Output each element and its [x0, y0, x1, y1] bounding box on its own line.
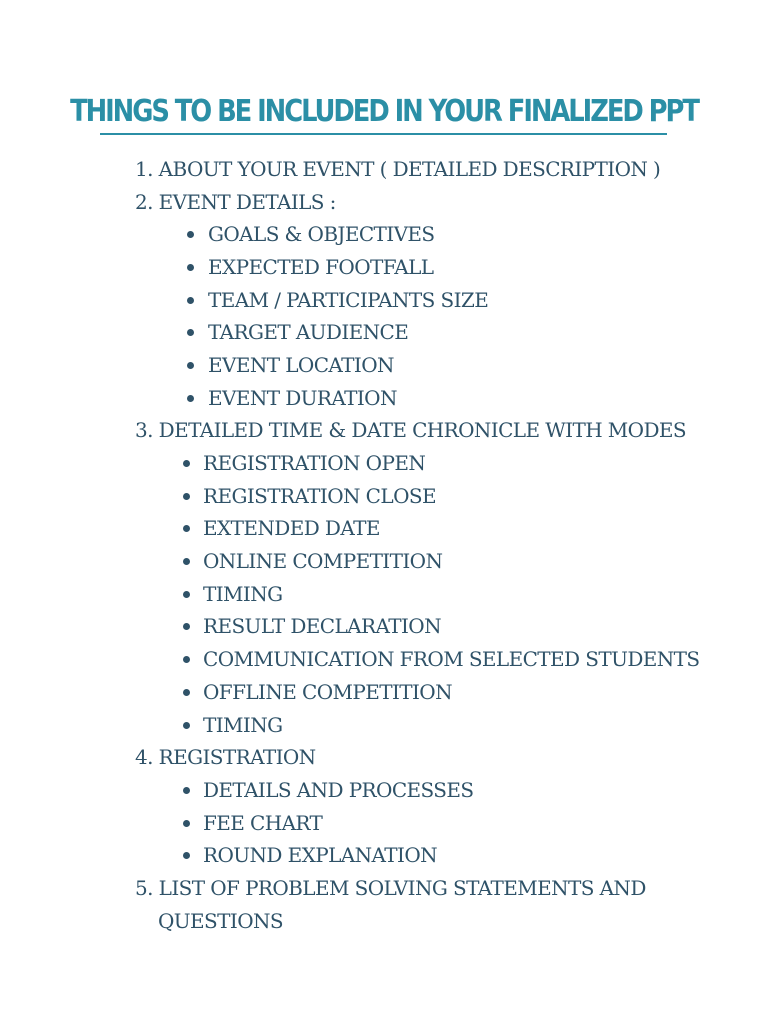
sub-list-item	[0, 512, 768, 545]
sub-list-label: COMMUNICATION FROM SELECTED STUDENTS	[203, 647, 700, 672]
bullet-icon	[183, 656, 190, 663]
list-label-continuation: QUESTIONS	[158, 908, 283, 933]
sub-list-item	[0, 709, 768, 742]
sub-list-item	[0, 578, 768, 611]
list-item-1-text	[135, 154, 660, 186]
sub-list-label: TIMING	[203, 581, 283, 606]
list-number: 3.	[135, 418, 153, 443]
list-label: ABOUT YOUR EVENT ( DETAILED DESCRIPTION )	[158, 157, 661, 181]
sub-list-item	[0, 807, 768, 840]
bullet-icon	[183, 623, 190, 630]
page-title-text: THINGS TO BE INCLUDED IN YOUR FINALIZED PPT	[70, 94, 698, 129]
list-item-3	[0, 414, 768, 447]
page-title	[54, 92, 714, 132]
sub-list-label: GOALS & OBJECTIVES	[208, 222, 435, 247]
sub-list-item	[0, 839, 768, 872]
bullet-icon	[183, 525, 190, 532]
sub-list-item	[0, 610, 768, 643]
sub-list-item	[0, 316, 768, 349]
list-label: EVENT DETAILS :	[158, 189, 336, 214]
bullet-icon	[183, 591, 190, 598]
list-item-4	[0, 741, 768, 774]
list-label: LIST OF PROBLEM SOLVING STATEMENTS AND	[158, 875, 646, 900]
list-item-5	[0, 872, 768, 905]
title-underline	[100, 133, 667, 135]
sub-list-item	[0, 349, 768, 382]
sub-list-label: TEAM / PARTICIPANTS SIZE	[208, 287, 489, 312]
bullet-icon	[183, 689, 190, 696]
list-item-4-text	[135, 741, 316, 774]
sub-list-label: EXTENDED DATE	[203, 516, 380, 541]
bullet-icon	[183, 820, 190, 827]
sub-list-item	[0, 382, 768, 415]
sub-list-item	[0, 251, 768, 284]
bullet-icon	[187, 329, 194, 336]
sub-list-label: OFFLINE COMPETITION	[203, 679, 453, 704]
sub-list-label: REGISTRATION OPEN	[203, 451, 426, 475]
list-number: 5.	[135, 875, 153, 900]
sub-list-item	[0, 676, 768, 709]
bullet-icon	[183, 722, 190, 729]
sub-list-item	[0, 643, 768, 676]
list-item-2-text	[135, 186, 336, 219]
bullet-icon	[183, 558, 190, 565]
sub-list-label: TIMING	[203, 712, 283, 737]
bullet-icon	[183, 852, 190, 859]
sub-list-label: EVENT LOCATION	[208, 352, 394, 377]
list-item-1	[0, 154, 768, 186]
bullet-icon	[183, 493, 190, 500]
bullet-icon	[187, 395, 194, 402]
sub-list-label: TARGET AUDIENCE	[208, 320, 409, 345]
sub-list-item	[0, 480, 768, 513]
bullet-icon	[187, 297, 194, 304]
sub-list-item	[0, 774, 768, 807]
sub-list-label: RESULT DECLARATION	[203, 614, 441, 639]
list-number: 2.	[135, 189, 153, 214]
sub-list-item	[0, 447, 768, 480]
bullet-icon	[183, 460, 190, 467]
bullet-icon	[187, 264, 194, 271]
list-label: DETAILED TIME & DATE CHRONICLE WITH MODES	[158, 418, 687, 443]
list-item-3-text	[135, 414, 686, 447]
bullet-icon	[183, 787, 190, 794]
sub-list-label: EXPECTED FOOTFALL	[208, 254, 434, 279]
sub-list-label: FEE CHART	[203, 810, 323, 835]
list-item-5-continuation	[0, 905, 768, 938]
checklist	[0, 154, 768, 937]
sub-list-label: ONLINE COMPETITION	[203, 549, 443, 574]
list-label: REGISTRATION	[158, 745, 316, 770]
list-number: 1.	[135, 157, 153, 181]
sub-list-item	[0, 545, 768, 578]
list-number: 4.	[135, 745, 153, 770]
sub-list-label: EVENT DURATION	[208, 385, 397, 410]
bullet-icon	[187, 362, 194, 369]
sub-list-label: DETAILS AND PROCESSES	[203, 777, 474, 802]
sub-list-item	[0, 218, 768, 251]
sub-list-label: REGISTRATION CLOSE	[203, 483, 436, 508]
bullet-icon	[187, 231, 194, 238]
list-item-2	[0, 186, 768, 219]
sub-list-item	[0, 284, 768, 317]
list-item-5-text	[135, 872, 646, 905]
sub-list-label: ROUND EXPLANATION	[203, 843, 438, 868]
